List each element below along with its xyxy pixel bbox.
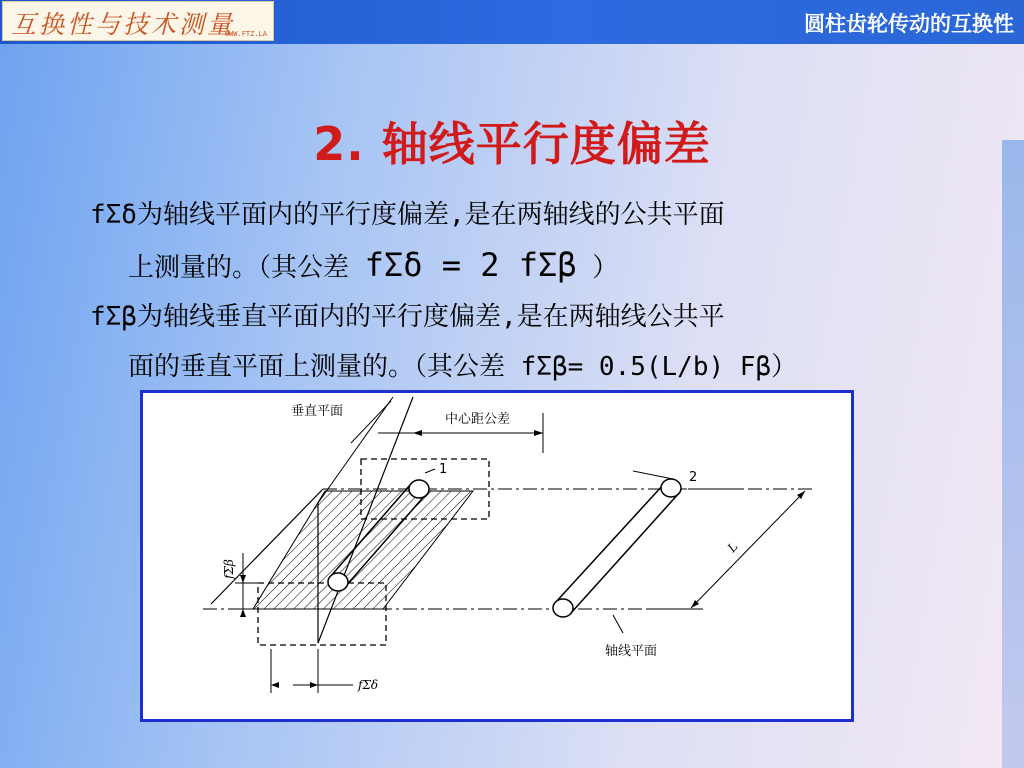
paragraph-2-line-2: 面的垂直平面上测量的。（其公差 fΣβ= 0.5(L/b) Fβ）	[128, 352, 798, 382]
label-axis-1: 1	[439, 462, 448, 477]
axis-2-leader	[633, 471, 673, 479]
axis-1-leader	[425, 469, 435, 473]
logo-text: 互换性与技术测量	[11, 10, 236, 39]
label-axis-2: 2	[689, 470, 698, 485]
label-vertical-plane: 垂直平面	[291, 404, 344, 419]
label-length-L: L	[724, 539, 741, 556]
paragraph-2-line-1: fΣβ为轴线垂直平面内的平行度偏差,是在两轴线公共平	[90, 302, 725, 332]
logo-url: WWW.FTZ.LA	[224, 30, 267, 38]
center-distance-dimension	[351, 401, 543, 453]
paragraph-1-line-1: fΣδ为轴线平面内的平行度偏差,是在两轴线的公共平面	[90, 200, 725, 230]
label-axis-plane: 轴线平面	[605, 644, 658, 659]
paragraph-1-line-2-end: ）	[576, 253, 619, 283]
logo	[2, 1, 274, 41]
side-strip	[1002, 140, 1024, 768]
hatched-tolerance-zone	[253, 491, 473, 609]
header-title: 圆柱齿轮传动的互换性	[804, 12, 1014, 36]
header-bar	[0, 0, 1024, 44]
paragraph-2	[90, 292, 970, 392]
paragraph-1	[90, 190, 970, 293]
f-sigma-delta-dimension	[271, 649, 353, 693]
paragraph-1-line-2	[90, 240, 970, 293]
length-dimension	[648, 489, 805, 609]
axis-2-cylinder	[553, 479, 681, 617]
diagram-svg	[143, 393, 851, 719]
axis-parallelism-diagram	[140, 390, 854, 722]
label-f-sigma-beta: fΣβ	[222, 559, 236, 579]
slide-title: 2. 轴线平行度偏差	[313, 117, 711, 171]
label-center-distance: 中心距公差	[445, 412, 511, 427]
axis-plane-leader	[613, 615, 623, 633]
tolerance-formula-1: fΣδ = 2 fΣβ	[364, 246, 577, 284]
label-f-sigma-delta: fΣδ	[358, 678, 379, 692]
paragraph-1-line-2-text: 上测量的。（其公差	[128, 253, 365, 283]
